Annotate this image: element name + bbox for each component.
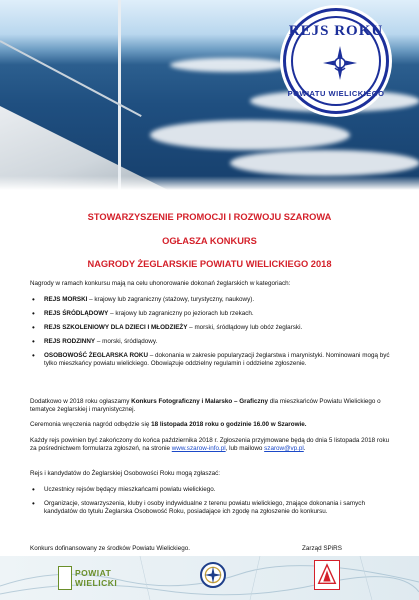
ceremony-paragraph (30, 421, 392, 429)
powiat-wielicki-logo (58, 566, 118, 592)
category-desc: – morski, śródlądowy. (95, 338, 158, 345)
logo-text: POWIAT (75, 568, 112, 578)
contest-title: NAGRODY ŻEGLARSKIE POWIATU WIELICKIEGO 2018 (87, 259, 332, 269)
contest-name: Konkurs Fotograficzny i Malarsko – Graficzny (131, 398, 268, 405)
rejs-roku-badge (283, 8, 389, 114)
crest-icon (58, 566, 72, 590)
wave-foam (170, 58, 290, 72)
announcement-title: OGŁASZA KONKURS (162, 236, 257, 246)
category-desc: – morski, śródlądowy lub obóz żeglarski. (187, 324, 303, 331)
text-segment: Każdy rejs powinien być zakończony do końca października 2018 r. Zgłoszenia przyjmowane będą do dnia 5 listopada 2018 roku za pośrednictwem formularza zgłoszeń, na stronie (30, 437, 390, 453)
list-item (30, 324, 392, 332)
spirs-logo-icon (314, 560, 340, 590)
boat-mast (118, 0, 121, 190)
category-desc: – krajowy lub zagraniczny po jeziorach lub rzekach. (108, 310, 254, 317)
submitters-intro: Rejs i kandydatów do Żeglarskiej Osobowości Roku mogą zgłaszać: (30, 470, 221, 477)
logo-text: WIELICKI (75, 578, 118, 588)
text-segment: Ceremonia wręczenia nagród odbędzie się (30, 421, 152, 428)
text-segment: dla mieszkańców Powiatu Wielickiego o tematyce żeglarskiej i marynistycznej. (30, 398, 381, 414)
category-name: REJS MORSKI (44, 296, 88, 303)
submission-paragraph (30, 437, 392, 454)
list-item (30, 310, 392, 318)
text-segment: . (303, 445, 306, 453)
list-item (30, 352, 392, 369)
ceremony-date: 18 listopada 2018 roku o godzinie 16.00 w Szarowie. (151, 421, 307, 428)
list-item (30, 338, 392, 346)
badge-title: REJS ROKU (288, 23, 384, 39)
email-link[interactable]: szarow@vp.pl (264, 445, 304, 453)
wave-foam (150, 120, 350, 150)
category-list (30, 296, 392, 374)
category-desc: – krajowy lub zagraniczny (stażowy, turystyczny, naukowy). (87, 296, 255, 303)
compass-rose-icon (200, 562, 226, 588)
signature: Zarząd SPiRS (302, 545, 342, 552)
category-name: REJS RODZINNY (44, 338, 96, 345)
list-item: • Uczestnicy rejsów będący mieszkańcami powiatu wielickiego. (30, 486, 392, 494)
intro-text: Nagrody w ramach konkursu mają na celu uhonorowanie dokonań żeglarskich w kategoriach: (30, 280, 291, 287)
badge-subtitle: POWIATU WIELICKIEGO (287, 89, 385, 98)
organizer-title: STOWARZYSZENIE PROMOCJI I ROZWOJU SZAROWA (87, 212, 332, 222)
photo-contest-paragraph (30, 398, 392, 415)
text-segment: , lub mailowo (225, 445, 265, 453)
category-desc: – dokonania w zakresie popularyzacji żeglarstwa i marynistyki. Nominowani mogą być tylko mieszkańcy powiatu wielickiego. Obowiązuje oddzielny regulamin i oddzielne zgłoszenie. (44, 352, 390, 368)
list-item (30, 296, 392, 304)
photo-fade (0, 176, 419, 190)
category-name: OSOBOWOŚĆ ŻEGLARSKA ROKU (44, 352, 149, 359)
text-segment: Dodatkowo w 2018 roku ogłaszamy (30, 398, 132, 405)
website-link[interactable]: www.szarow-info.pl (171, 445, 226, 453)
submitters-list (30, 486, 392, 522)
wave-foam (230, 150, 419, 176)
compass-anchor-icon (322, 45, 358, 81)
list-item: • Organizacje, stowarzyszenia, kluby i osoby indywidualne z terenu powiatu wielickiego, znające dokonania i samych kandydatów do tytułu Żeglarska Osobowość Roku, posiadające ich zgodę na zgłoszenie do konkursu. (30, 500, 392, 517)
category-name: REJS ŚRÓDLĄDOWY (44, 310, 109, 317)
funding-note: Konkurs dofinansowany ze środków Powiatu Wielickiego. (30, 545, 190, 552)
category-name: REJS SZKOLENIOWY DLA DZIECI I MŁODZIEŻY (44, 324, 188, 331)
